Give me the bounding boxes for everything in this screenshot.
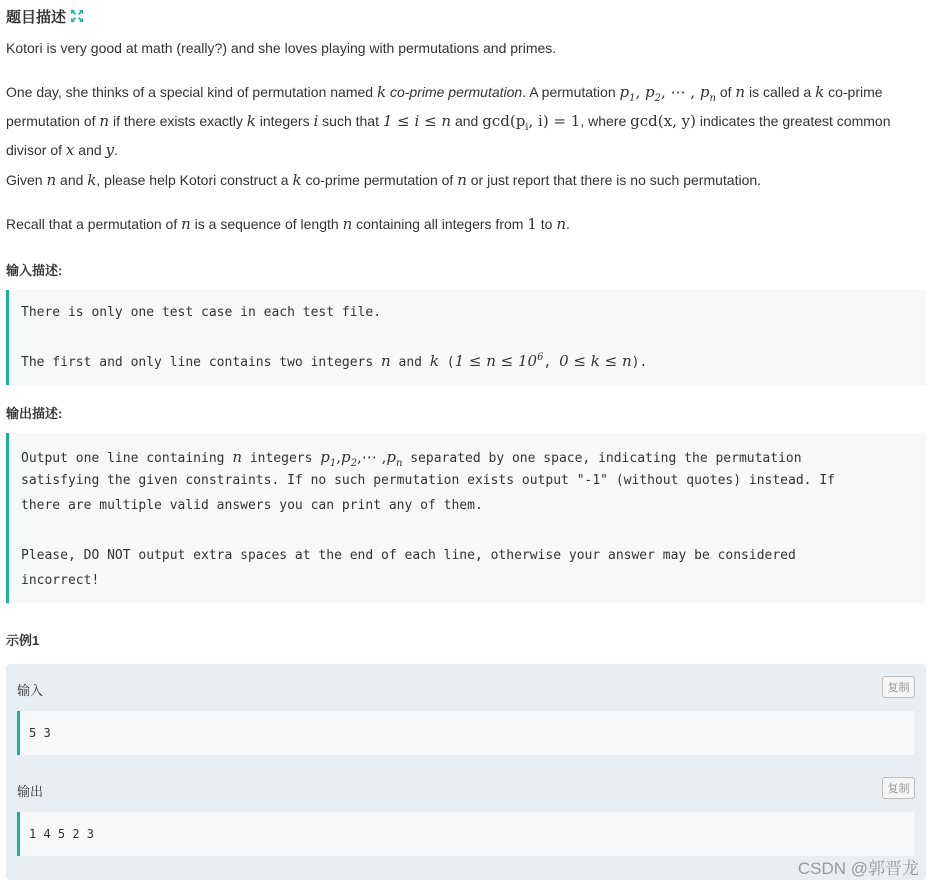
watermark: CSDN @郭晋龙 [797,859,919,878]
math-k-range: 0 ≤ k ≤ n [559,352,632,370]
text: integers [255,113,314,129]
title-row [6,6,84,26]
input-description-box [6,290,926,385]
text: containing all integers from [352,216,528,232]
text: Recall that a permutation of [6,216,182,232]
text: . A permutation [522,84,620,100]
math-n: n [181,215,191,233]
text: . [114,142,118,158]
math-n: n [342,215,353,233]
math-p2: $p_2$ [645,83,662,104]
text: divisor of [6,142,66,158]
copy-output-button[interactable]: 复制 [882,777,915,799]
input-line-1: There is only one test case in each test file. [21,305,382,320]
text: such that [318,113,383,129]
definition-line-2 [6,110,924,139]
sample-panel [6,664,926,880]
text: . [566,216,570,232]
task-paragraph [6,169,924,191]
math-n: n [457,171,467,189]
text: of [715,84,736,100]
math-k: k [815,83,825,101]
output-line-3: there are multiple valid answers you can print any of them. [21,498,483,513]
math-k: k [429,352,439,370]
output-line-4: Please, DO NOT output extra spaces at the end of each line, otherwise your answer may be considered [21,548,796,563]
text: is called a [745,84,816,100]
text: and [56,172,88,188]
definition-paragraph [6,81,924,161]
math-n: n [99,112,110,130]
copy-input-button[interactable]: 复制 [882,676,915,698]
output-heading: 输出描述: [6,406,63,421]
sample-input-label: 输入 [17,683,44,698]
math-inequality: 1 ≤ i ≤ n [382,112,452,130]
math-n: n [556,215,567,233]
text: indicates the greatest common [695,113,891,129]
input-heading: 输入描述: [6,263,63,278]
input-line-2: The first and only line contains two integers n and k ($1 \le n \le 10^6$, 0 ≤ k ≤ n). [21,352,648,370]
math-x: x [65,141,75,159]
math-n: n [46,171,57,189]
math-pn: $p_n$ [699,83,716,104]
text: , please help Kotori construct a [96,172,293,188]
math-k: k [292,171,302,189]
math-k: k [246,112,256,130]
text: to [536,216,557,232]
output-description-box [6,433,926,603]
text: permutation of [6,113,100,129]
example-heading: 示例1 [6,633,40,648]
math-gcd-pi: $\gcd(p_i$, i) = 1 [482,112,581,133]
text: is a sequence of length [190,216,343,232]
math-p-sequence: $p_1,p_2,\cdots$ $,p_n$ [320,448,403,469]
sample-output-code: 1 4 5 2 3 [17,812,915,856]
math-k: k [87,171,97,189]
definition-line-3 [6,139,924,161]
text: co-prime permutation of [301,172,458,188]
text: if there exists exactly [109,113,247,129]
text: and [74,142,106,158]
math-dots: , ⋯ , [661,83,700,101]
math-n: n [381,352,391,370]
text: Given [6,172,47,188]
math-i: i [313,112,319,130]
output-line-5: incorrect! [21,573,100,588]
term-co-prime-permutation: co-prime permutation [389,84,523,100]
text: and [451,113,483,129]
math-one: 1 [527,215,537,233]
expand-icon[interactable] [70,9,84,23]
text: co-prime [824,84,883,100]
recall-paragraph [6,213,924,235]
math-k: k [376,83,387,101]
math-p1: $p_1$ [619,83,636,104]
output-line-2: satisfying the given constraints. If no such permutation exists output "-1" (without quotes) instead. If [21,473,835,488]
math-y: y [105,141,115,159]
math-gcd-xy: gcd(x, y) [630,112,696,130]
output-line-1: Output one line containing n integers $p_1,p_2,\cdots$ $,p_n$ separated by one space, indicating the permutation [21,448,802,469]
math-n: n [232,448,242,466]
definition-line-1: One day, she thinks of a special kind of permutation named k co-prime permutation. A permutation $p_1$, $p_2$, ⋯ , $p_n$ of n is called a k co-prime [6,83,883,104]
math-n: n [735,83,746,101]
text: , where [580,113,631,129]
text: or just report that there is no such permutation. [466,172,762,188]
text: One day, she thinks of a special kind of permutation named [6,84,377,100]
page-title: 题目描述 [6,8,67,26]
intro-paragraph: Kotori is very good at math (really?) and she loves playing with permutations and primes. [6,40,557,56]
sample-output-label: 输出 [17,784,44,799]
sample-input-code: 5 3 [17,711,915,755]
math-n-range: $1 \le n \le 10^6$ [454,352,544,370]
